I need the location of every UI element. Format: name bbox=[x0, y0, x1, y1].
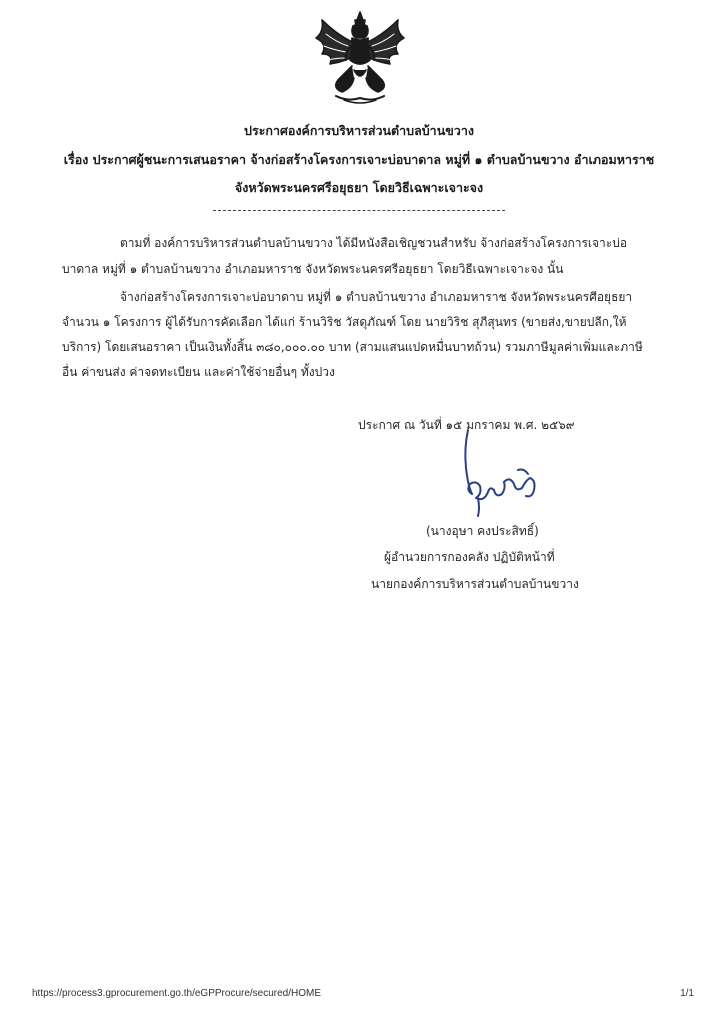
paragraph-2-line-2: จำนวน ๑ โครงการ ผู้ได้รับการคัดเลือก ได้แก่ ร้านวิริช วัสดุภัณฑ์ โดย นายวิริช สุภีสุนทร (ขายส่ง,ขายปลีก,ให้ bbox=[62, 315, 627, 329]
garuda-emblem-icon bbox=[308, 8, 412, 106]
paragraph-1-line-1: ตามที่ องค์การบริหารส่วนตำบลบ้านขวาง ได้มีหนังสือเชิญชวนสำหรับ จ้างก่อสร้างโครงการเจาะบ่อ bbox=[120, 236, 628, 250]
signer-position: ผู้อำนวยการกองคลัง ปฏิบัติหน้าที่ bbox=[384, 550, 555, 564]
signer-title: นายกองค์การบริหารส่วนตำบลบ้านขวาง bbox=[371, 577, 579, 591]
handwritten-signature-icon bbox=[458, 428, 558, 518]
paragraph-1-line-2: บาดาล หมู่ที่ ๑ ตำบลบ้านขวาง อำเภอมหาราช จังหวัดพระนครศรีอยุธยา โดยวิธีเฉพาะเจาะจง นั้น bbox=[62, 262, 564, 276]
document-subject: เรื่อง ประกาศผู้ชนะการเสนอราคา จ้างก่อสร้างโครงการเจาะบ่อบาดาล หมู่ที่ ๑ ตำบลบ้านขวาง อำเภอมหาราช bbox=[63, 152, 655, 167]
announce-date: ประกาศ ณ วันที่ ๑๕ มกราคม พ.ศ. ๒๕๖๙ bbox=[358, 418, 575, 432]
paragraph-2-line-4: อื่น ค่าขนส่ง ค่าจดทะเบียน และค่าใช้จ่ายอื่นๆ ทั้งปวง bbox=[62, 365, 335, 379]
paragraph-2-line-3: บริการ) โดยเสนอราคา เป็นเงินทั้งสิ้น ๓๘๐,๐๐๐.๐๐ บาท (สามแสนแปดหมื่นบาทถ้วน) รวมภาษีมูลค่าเพิ่มและภาษี bbox=[62, 340, 643, 354]
divider-line bbox=[213, 210, 505, 211]
footer-url: https://process3.gprocurement.go.th/eGPProcure/secured/HOME bbox=[32, 988, 322, 999]
document-title: ประกาศองค์การบริหารส่วนตำบลบ้านขวาง bbox=[244, 123, 474, 138]
document-subject-continued: จังหวัดพระนครศรีอยุธยา โดยวิธีเฉพาะเจาะจง bbox=[234, 180, 484, 195]
paragraph-2-line-1: จ้างก่อสร้างโครงการเจาะบ่อบาดาบ หมู่ที่ ๑ ตำบลบ้านขวาง อำเภอมหาราช จังหวัดพระนครศีอยุธยา bbox=[120, 290, 633, 304]
signer-name: (นางอุษา คงประสิทธิ์) bbox=[426, 524, 539, 538]
footer-page-number: 1/1 bbox=[680, 988, 694, 999]
